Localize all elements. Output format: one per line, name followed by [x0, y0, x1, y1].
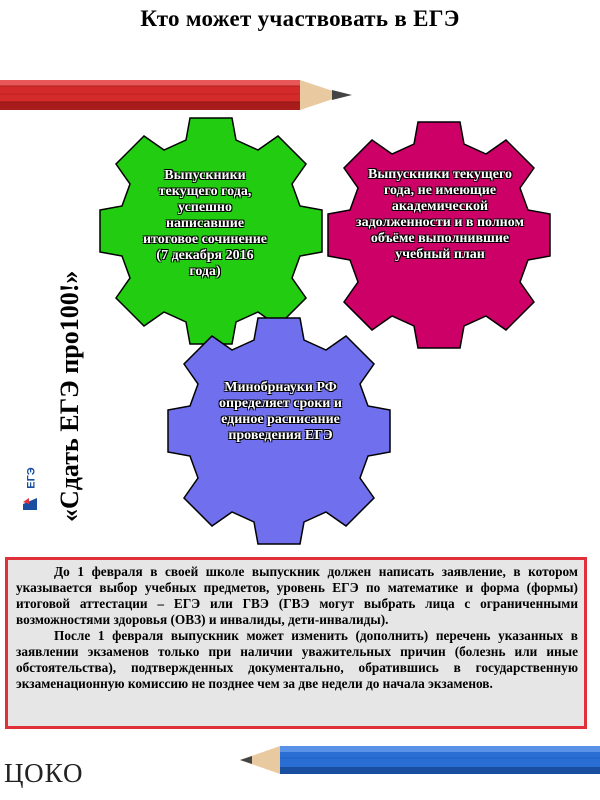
info-paragraph-1: До 1 февраля в своей школе выпускник должен написать заявление, в котором указывается выбор учебных предметов, уровень ЕГЭ по математике и форма (формы) итоговой аттестации – ЕГЭ или ГВЭ (ГВЭ могут выбрать лица с ограниченными возможностями здоровья (ОВЗ) и инвалиды, дети-инвалиды). [16, 564, 578, 627]
ege-logo [19, 452, 41, 512]
gear-green-text: Выпускники текущего года, успешно написавшие итоговое сочинение (7 декабря 2016 года) [142, 168, 268, 279]
gear-blue-text: Минобрнауки РФ определяет сроки и единое расписание проведения ЕГЭ [219, 380, 342, 443]
ege-logo-label: ЕГЭ [25, 467, 38, 489]
vertical-slogan: «Сдать ЕГЭ про100!» [55, 270, 84, 522]
page-title: Кто может участвовать в ЕГЭ [140, 6, 460, 31]
info-box [5, 557, 587, 729]
tsoko-logo-text: ЦОКО [4, 758, 84, 788]
blue-pencil-icon [240, 740, 600, 780]
info-paragraph-2: После 1 февраля выпускник может изменить (дополнить) перечень указанных в заявлении экзаменов только при наличии уважительных причин (болезнь или иные обстоятельства), подтвержденных документально, обратившись в государственную экзаменационную комиссию не позднее чем за две недели до начала экзаменов. [16, 628, 578, 691]
gear-magenta-text: Выпускники текущего года, не имеющие академической задолженности и в полном объёме выполнившие учебный план [355, 167, 525, 262]
tsoko-logo [4, 758, 83, 789]
